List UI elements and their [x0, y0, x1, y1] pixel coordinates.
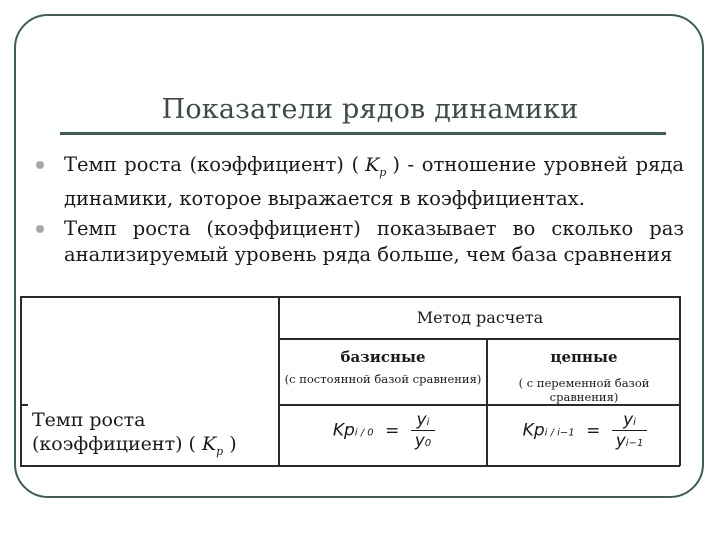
basic-formula-den	[411, 431, 435, 451]
basic-formula-fraction	[411, 410, 435, 451]
basic-formula-eq: =	[385, 420, 400, 441]
row-kp-letter: K	[201, 433, 217, 455]
basic-num-sub: i	[426, 417, 430, 428]
basic-formula-lhs: Kp	[332, 420, 355, 441]
basic-formula-lhs-sub: i / 0	[354, 427, 374, 439]
row-kp-symbol	[201, 433, 224, 458]
kp-subscript: p	[379, 165, 387, 179]
chain-formula-num	[612, 410, 648, 431]
chain-formula-lhs: Kp	[522, 420, 545, 441]
method-table	[20, 296, 700, 468]
row-label-close: )	[229, 433, 237, 455]
table-border-left	[20, 296, 22, 466]
row-label-line2	[32, 432, 276, 464]
row-label-text: (коэффициент) (	[32, 433, 196, 455]
chain-num-letter: y	[623, 410, 634, 430]
basic-formula	[282, 410, 486, 451]
basic-den-letter: y	[414, 431, 425, 451]
chain-formula	[490, 410, 680, 451]
table-divider-row-stub	[20, 404, 28, 406]
row-label	[32, 408, 276, 464]
bullet-list	[34, 152, 684, 272]
title-underline	[60, 132, 666, 135]
basic-den-sub: 0	[424, 438, 432, 449]
bullet-dot-icon	[36, 161, 44, 169]
table-divider-header	[278, 338, 680, 340]
kp-symbol	[365, 154, 387, 179]
bullet-item	[34, 216, 684, 268]
basic-column-note: (с постоянной базой сравнения)	[284, 372, 482, 386]
table-border-bottom	[20, 465, 680, 467]
kp-letter: K	[365, 154, 380, 176]
chain-formula-den	[612, 431, 648, 451]
bullet-item	[34, 152, 684, 212]
chain-formula-fraction	[612, 410, 648, 451]
bullet-text-after: ) - отношение уровней ряда динамики, которое выражается в коэффициентах.	[64, 153, 684, 210]
table-divider-formulas	[278, 404, 680, 406]
chain-num-sub: i	[633, 417, 636, 428]
chain-formula-eq: =	[586, 420, 601, 441]
slide-title: Показатели рядов динамики	[161, 94, 579, 125]
chain-column-note: ( с переменной базой сравнения)	[518, 376, 650, 404]
chain-formula-lhs-sub: i / i−1	[544, 427, 575, 439]
basic-column-title: базисные	[340, 348, 426, 366]
bullet-text-before: Темп роста (коэффициент) (	[64, 153, 360, 176]
chain-den-letter: y	[615, 431, 626, 451]
basic-formula-num	[411, 410, 435, 431]
bullet-dot-icon	[36, 225, 44, 233]
chain-column-title: цепные	[550, 348, 618, 366]
row-kp-subscript: p	[216, 444, 224, 458]
basic-num-letter: y	[416, 410, 427, 430]
method-header: Метод расчета	[416, 308, 544, 327]
chain-den-sub: i−1	[625, 438, 644, 449]
row-label-line1: Темп роста	[32, 409, 146, 431]
bullet-text: Темп роста (коэффициент) показывает во сколько раз анализируемый уровень ряда больше, чем база сравнения	[64, 216, 684, 266]
table-border-top	[20, 296, 680, 298]
